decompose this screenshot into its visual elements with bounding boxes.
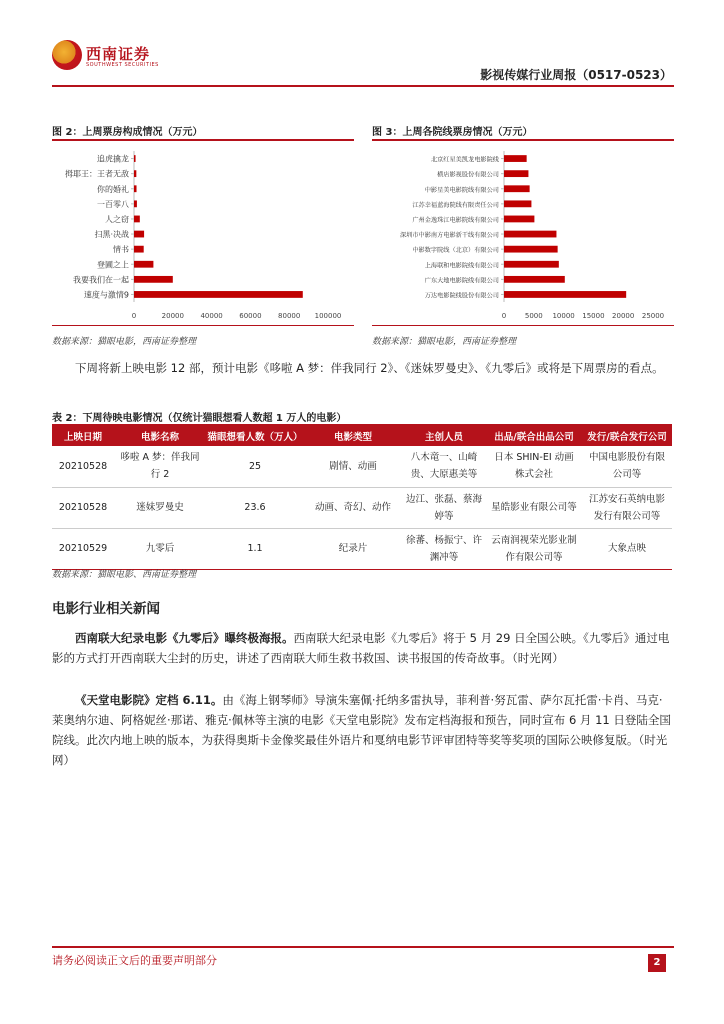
bar <box>504 291 626 298</box>
bar <box>504 246 558 253</box>
cell-genre: 剧情、动画 <box>304 446 402 487</box>
bar <box>134 231 144 238</box>
cell-producer: 云南润视荣光影业制作有限公司等 <box>486 528 582 569</box>
x-tick-label: 25000 <box>641 312 665 320</box>
bar <box>504 216 534 223</box>
section-title: 电影行业相关新闻 <box>52 601 160 617</box>
category-label: 追虎擒龙 <box>97 154 129 164</box>
news-body: 由《海上钢琴师》导演朱塞佩·托纳多雷执导，菲利普·努瓦雷、萨尔瓦托雷·卡肖、马克·莱奥纳尔迪、阿格妮丝·那诺、雅克·佩林等主演的电影《天堂电影院》发布定档海报和预告，同时宣布 6 月 11 日登陆全国院线。此次内地上映的版本，为获得奥斯卡金像奖最佳外语片和戛纳电影节评审团特等奖等奖项的国际公映修复版。（时光网） <box>52 693 671 767</box>
cell-title: 九零后 <box>114 528 206 569</box>
bar <box>504 170 528 177</box>
page-header <box>52 40 674 84</box>
cell-genre: 动画、奇幻、动作 <box>304 487 402 528</box>
x-tick-label: 20000 <box>612 312 635 320</box>
category-label: 广东大地电影院线有限公司 <box>424 277 499 285</box>
category-label: 速度与激情9 <box>83 290 129 300</box>
col-header-date: 上映日期 <box>52 426 114 446</box>
bar <box>504 261 559 268</box>
figure3-bottom-rule <box>372 325 674 326</box>
figure3-rule <box>372 139 674 141</box>
upcoming-intro: 下周将新上映电影 12 部，预计电影《哆啦 A 梦：伴我同行 2》、《迷妹罗曼史》、《九零后》或将是下周票房的看点。 <box>75 361 664 375</box>
bar <box>134 200 137 207</box>
x-tick-label: 60000 <box>239 312 262 320</box>
table-row <box>52 446 672 487</box>
x-tick-label: 20000 <box>161 312 184 320</box>
upcoming-movies-table <box>52 426 672 570</box>
category-label: 中影数字院线（北京）有限公司 <box>412 247 499 255</box>
category-label: 江苏幸福蓝海院线有限责任公司 <box>412 201 499 209</box>
figure2-source: 数据来源：猫眼电影，西南证券整理 <box>52 337 197 347</box>
report-title: 影视传媒行业周报（0517-0523） <box>480 68 672 82</box>
x-tick-label: 40000 <box>200 312 223 320</box>
category-label: 情书 <box>113 245 129 255</box>
news-item <box>52 628 672 668</box>
cell-want-to-see: 23.6 <box>206 487 304 528</box>
col-header-want-to-see: 猫眼想看人数（万人） <box>206 426 304 446</box>
box-office-composition-chart <box>52 145 354 325</box>
category-label: 中影星美电影院线有限公司 <box>424 186 499 194</box>
page-number: 2 <box>648 954 666 972</box>
news-headline: 西南联大纪录电影《九零后》曝终极海报。 <box>75 631 294 645</box>
cell-genre: 纪录片 <box>304 528 402 569</box>
x-tick-label: 0 <box>501 312 507 320</box>
x-tick-label: 5000 <box>524 312 543 320</box>
bar <box>134 170 136 177</box>
cell-date: 20210529 <box>52 528 114 569</box>
bar <box>504 276 565 283</box>
table-source: 数据来源：猫眼电影、西南证券整理 <box>52 570 197 580</box>
col-header-creators: 主创人员 <box>402 426 486 446</box>
category-label: 你的婚礼 <box>97 184 129 194</box>
bar <box>134 185 137 192</box>
table-header-row <box>52 426 672 446</box>
category-label: 人之窃 <box>105 214 129 224</box>
cell-producer: 日本 SHIN-EI 动画株式会社 <box>486 446 582 487</box>
bar <box>134 261 153 268</box>
cell-distributor: 中国电影股份有限公司等 <box>582 446 672 487</box>
figure2-rule <box>52 139 354 141</box>
bar <box>504 200 531 207</box>
cell-date: 20210528 <box>52 446 114 487</box>
news-body: 西南联大纪录电影《九零后》将于 5 月 29 日全国公映。《九零后》通过电影的方式打开西南联大尘封的历史，讲述了西南联大师生救书救国、读书报国的传奇故事。（时光网） <box>52 631 670 665</box>
cell-distributor: 江苏安石英纳电影发行有限公司等 <box>582 487 672 528</box>
category-label: 北京红星美凯龙电影院线 <box>430 156 499 164</box>
cinema-chain-box-office-chart <box>372 145 674 325</box>
x-tick-label: 100000 <box>314 312 342 320</box>
table-row <box>52 528 672 569</box>
col-header-producer: 出品/联合出品公司 <box>486 426 582 446</box>
category-label: 一百零八 <box>97 199 129 209</box>
category-label: 万达电影院线股份有限公司 <box>424 292 499 300</box>
bar <box>504 185 530 192</box>
category-label: 深圳市中影南方电影新干线有限公司 <box>400 232 499 240</box>
cell-title: 哆啦 A 梦：伴我同行 2 <box>114 446 206 487</box>
x-tick-label: 0 <box>131 312 137 320</box>
company-logo-icon <box>52 40 82 70</box>
category-label: 横店影视股份有限公司 <box>437 171 499 179</box>
cell-title: 迷妹罗曼史 <box>114 487 206 528</box>
x-tick-label: 10000 <box>552 312 575 320</box>
cell-distributor: 大象点映 <box>582 528 672 569</box>
cell-creators: 八木竜一、山崎贵、大原惠美等 <box>402 446 486 487</box>
category-label: 上海联和电影院线有限公司 <box>424 262 499 270</box>
bar <box>134 155 136 162</box>
header-divider <box>52 85 674 87</box>
col-header-title: 电影名称 <box>114 426 206 446</box>
x-tick-label: 80000 <box>278 312 301 320</box>
footer-divider <box>52 946 674 948</box>
col-header-genre: 电影类型 <box>304 426 402 446</box>
table-title: 表 2：下周待映电影情况（仅统计猫眼想看人数超 1 万人的电影） <box>52 413 347 424</box>
category-label: 拇耶王：王者无敌 <box>65 169 129 179</box>
bar <box>504 155 527 162</box>
category-label: 扫黑·决战 <box>94 230 129 240</box>
figure3-source: 数据来源：猫眼电影，西南证券整理 <box>372 337 517 347</box>
figure3-title: 图 3：上周各院线票房情况（万元） <box>372 127 533 138</box>
table-row <box>52 487 672 528</box>
category-label: 登圃之上 <box>97 260 129 270</box>
figure2-title: 图 2：上周票房构成情况（万元） <box>52 127 203 138</box>
x-tick-label: 15000 <box>582 312 605 320</box>
company-name: 西南证券 <box>86 45 151 63</box>
cell-creators: 徐蕃、杨振宁、许渊冲等 <box>402 528 486 569</box>
bar <box>504 231 556 238</box>
col-header-distributor: 发行/联合发行公司 <box>582 426 672 446</box>
figure2-bottom-rule <box>52 325 354 326</box>
category-label: 我要我们在一起 <box>73 275 129 285</box>
disclaimer-link[interactable]: 请务必阅读正文后的重要声明部分 <box>52 954 217 967</box>
bar <box>134 246 144 253</box>
cell-creators: 边江、张磊、蔡海婷等 <box>402 487 486 528</box>
cell-want-to-see: 25 <box>206 446 304 487</box>
news-headline: 《天堂电影院》定档 6.11。 <box>75 693 223 707</box>
bar <box>134 291 303 298</box>
cell-want-to-see: 1.1 <box>206 528 304 569</box>
cell-producer: 星皓影业有限公司等 <box>486 487 582 528</box>
bar <box>134 276 173 283</box>
bar <box>134 216 140 223</box>
category-label: 广州金逸珠江电影院线有限公司 <box>412 216 499 224</box>
news-item <box>52 690 672 770</box>
cell-date: 20210528 <box>52 487 114 528</box>
company-name-en: SOUTHWEST SECURITIES <box>86 62 159 68</box>
